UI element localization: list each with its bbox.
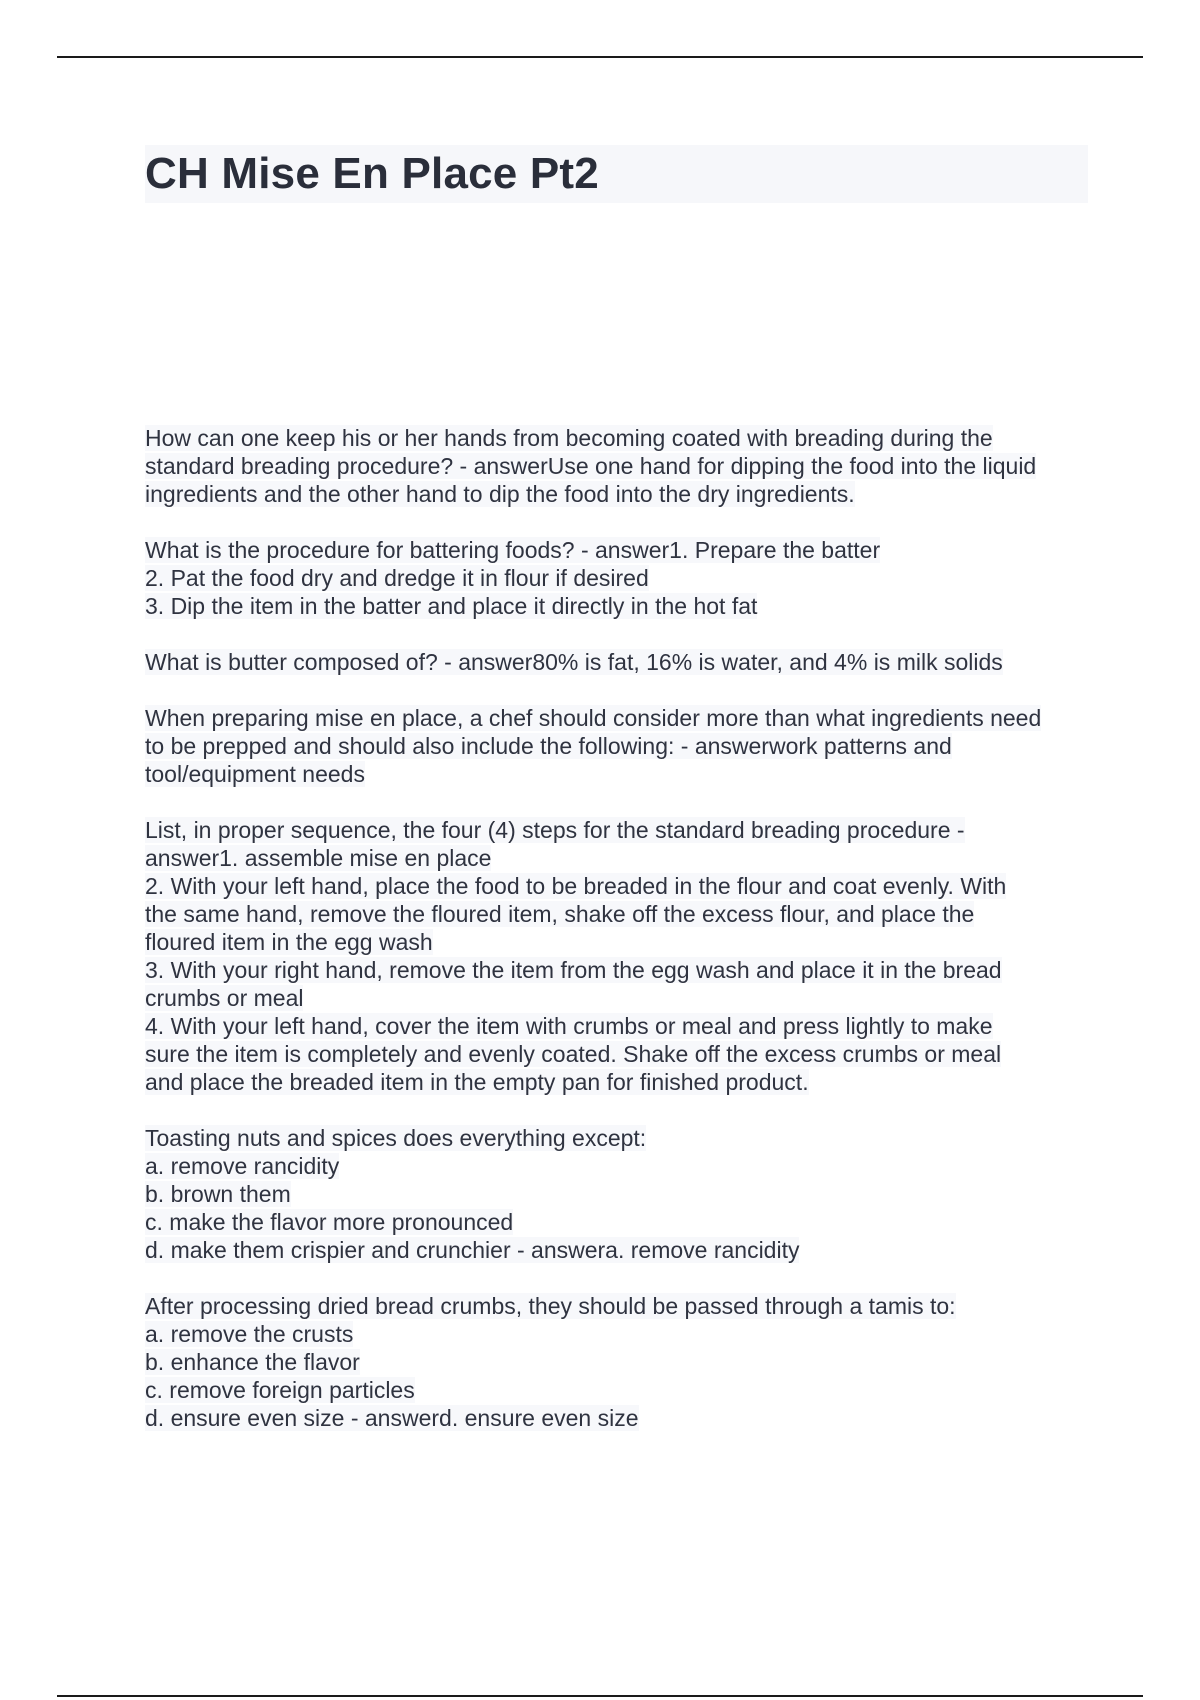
qa-line: After processing dried bread crumbs, they should be passed through a tamis to: bbox=[145, 1293, 956, 1319]
qa-item-1 bbox=[145, 424, 1095, 508]
qa-line: 2. Pat the food dry and dredge it in flour if desired bbox=[145, 565, 649, 591]
qa-line: b. brown them bbox=[145, 1181, 291, 1207]
qa-line: 3. Dip the item in the batter and place it directly in the hot fat bbox=[145, 593, 758, 619]
qa-line: c. make the flavor more pronounced bbox=[145, 1209, 514, 1235]
qa-line: d. make them crispier and crunchier - answera. remove rancidity bbox=[145, 1237, 800, 1263]
qa-line: 3. With your right hand, remove the item from the egg wash and place it in the bread bbox=[145, 957, 1002, 983]
qa-line: List, in proper sequence, the four (4) steps for the standard breading procedure - bbox=[145, 817, 965, 843]
qa-line: When preparing mise en place, a chef should consider more than what ingredients need bbox=[145, 705, 1042, 731]
qa-line: a. remove rancidity bbox=[145, 1153, 340, 1179]
qa-line: How can one keep his or her hands from becoming coated with breading during the bbox=[145, 425, 993, 451]
qa-line: sure the item is completely and evenly coated. Shake off the excess crumbs or meal bbox=[145, 1041, 1002, 1067]
qa-line: c. remove foreign particles bbox=[145, 1377, 415, 1403]
qa-line: 2. With your left hand, place the food to be breaded in the flour and coat evenly. With bbox=[145, 873, 1007, 899]
bottom-rule bbox=[57, 1695, 1143, 1697]
qa-line: and place the breaded item in the empty pan for finished product. bbox=[145, 1069, 809, 1095]
qa-line: the same hand, remove the floured item, shake off the excess flour, and place the bbox=[145, 901, 975, 927]
qa-item-4 bbox=[145, 704, 1095, 788]
qa-line: ingredients and the other hand to dip the food into the dry ingredients. bbox=[145, 481, 855, 507]
page-title: CH Mise En Place Pt2 bbox=[145, 149, 599, 198]
qa-item-5 bbox=[145, 816, 1095, 1096]
qa-line: d. ensure even size - answerd. ensure even size bbox=[145, 1405, 639, 1431]
qa-line: answer1. assemble mise en place bbox=[145, 845, 492, 871]
qa-line: What is the procedure for battering foods? - answer1. Prepare the batter bbox=[145, 537, 881, 563]
qa-line: a. remove the crusts bbox=[145, 1321, 354, 1347]
qa-item-3 bbox=[145, 648, 1095, 676]
qa-line: crumbs or meal bbox=[145, 985, 304, 1011]
top-rule bbox=[57, 56, 1143, 58]
qa-line: to be prepped and should also include the following: - answerwork patterns and bbox=[145, 733, 952, 759]
qa-item-6 bbox=[145, 1124, 1095, 1264]
qa-line: floured item in the egg wash bbox=[145, 929, 433, 955]
qa-line: b. enhance the flavor bbox=[145, 1349, 360, 1375]
qa-line: standard breading procedure? - answerUse one hand for dipping the food into the liquid bbox=[145, 453, 1037, 479]
qa-item-2 bbox=[145, 536, 1095, 620]
qa-line: 4. With your left hand, cover the item with crumbs or meal and press lightly to make bbox=[145, 1013, 993, 1039]
qa-line: What is butter composed of? - answer80% is fat, 16% is water, and 4% is milk solids bbox=[145, 649, 1003, 675]
qa-line: Toasting nuts and spices does everything except: bbox=[145, 1125, 647, 1151]
qa-item-7 bbox=[145, 1292, 1095, 1432]
qa-line: tool/equipment needs bbox=[145, 761, 365, 787]
qa-list bbox=[145, 424, 1095, 1460]
